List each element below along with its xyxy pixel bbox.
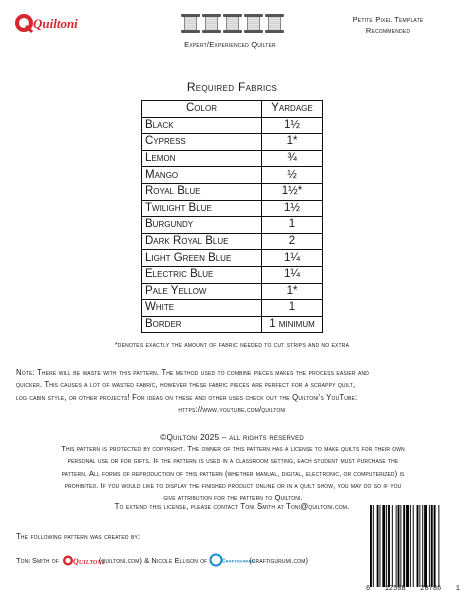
fabric-color: Burgundy [142, 217, 262, 234]
license-line: give attribution for the pattern to Quiltoni. [163, 493, 303, 503]
thread-spool-icon [181, 14, 200, 33]
fabric-yardage: 1* [262, 283, 323, 300]
fabric-table-header [142, 101, 323, 118]
fabric-yardage: 1½ [262, 200, 323, 217]
table-row [142, 200, 323, 217]
fabric-table [141, 100, 323, 333]
barcode-digits [366, 585, 460, 593]
fabric-color: Dark Royal Blue [142, 233, 262, 250]
license-line: pattern. All forms of reproduction of this pattern (whether manual, digital, electronic, or computerized) is [61, 468, 405, 478]
credit-author-2: (quiltoni.com) & Nicole Ellison of [98, 555, 208, 565]
license-contact: To extend this license, please contact Toni Smith at Toni@quiltoni.com. [114, 502, 350, 511]
craft-logo-text: Craftigurumi [222, 558, 256, 565]
table-row [142, 250, 323, 267]
fabric-color: Border [142, 316, 262, 333]
fabric-yardage: ½ [262, 167, 323, 184]
barcode-digit-group: 6 [366, 585, 371, 593]
fabric-color: Pale Yellow [142, 283, 262, 300]
fabric-yardage: 1¼ [262, 266, 323, 283]
note-line: Note: There will be waste with this pattern. The method used to combine pieces makes the process easier and [16, 368, 369, 377]
table-row [142, 283, 323, 300]
fabric-color: Black [142, 117, 262, 134]
note-line: log cabin style, or other projects! For ideas on these and other uses check out the Quiltoni’s YouTube: [16, 392, 358, 402]
skill-level-spools [181, 14, 284, 33]
template-line-2: Recommended [365, 26, 411, 35]
fabric-yardage: ¾ [262, 150, 323, 167]
table-row [142, 300, 323, 317]
fabric-color: White [142, 300, 262, 317]
fabric-color: Cypress [142, 134, 262, 151]
fabric-color: Lemon [142, 150, 262, 167]
thread-spool-icon [244, 14, 263, 33]
barcode-digit-group: 1 [455, 585, 460, 593]
thread-spool-icon [223, 14, 242, 33]
fabric-yardage: 1* [262, 134, 323, 151]
yardage-footnote: *denotes exactly the amount of fabric needed to cut strips and no extra [114, 342, 350, 349]
note-line: quicker. This causes a lot of wasted fabric, however these fabric pieces are perfect for a scrappy quilt, [16, 380, 356, 390]
fabric-yardage: 1½* [262, 183, 323, 200]
table-row [142, 167, 323, 184]
table-row [142, 266, 323, 283]
table-row [142, 134, 323, 151]
waste-note [16, 367, 448, 416]
skill-level-label: Expert/Experienced Quilter [184, 40, 276, 49]
required-fabrics-title: Required Fabrics [186, 80, 278, 94]
template-recommendation [328, 14, 448, 36]
credit-author-1: Toni Smith of [16, 555, 59, 565]
credit-site: (craftigurumi.com) [249, 555, 309, 565]
template-line-1: Petite Pixel Template [352, 15, 424, 24]
fabric-color: Mango [142, 167, 262, 184]
barcode-digit-group: 28786 [420, 585, 442, 593]
barcode [368, 505, 458, 587]
copyright-title: ©Quiltoni 2025 – all rights reserved [160, 432, 304, 442]
table-row [142, 150, 323, 167]
fabric-color: Electric Blue [142, 266, 262, 283]
license-line: prohibited. If you would like to display the finished product online or in a quilt show, you may do so if you [64, 480, 402, 490]
fabric-yardage: 1½ [262, 117, 323, 134]
mini-logo-text: Quiltoni [72, 556, 105, 566]
license-line: personal use or for gifts. If the pattern is used in a classroom setting, each student must purchase the [67, 456, 399, 466]
logo-text: Quiltoni [33, 16, 78, 31]
fabric-color: Twilight Blue [142, 200, 262, 217]
license-text [14, 443, 452, 504]
barcode-digit-group: 12508 [384, 585, 406, 593]
color-column-header: Color [142, 101, 262, 118]
fabric-yardage: 1¼ [262, 250, 323, 267]
fabric-yardage: 1 minimum [262, 316, 323, 333]
fabric-color: Royal Blue [142, 183, 262, 200]
quiltoni-logo [14, 10, 78, 36]
fabric-yardage: 1 [262, 300, 323, 317]
table-row [142, 183, 323, 200]
credits-heading: The following pattern was created by: [16, 532, 141, 541]
yardage-column-header: Yardage [262, 101, 323, 118]
thread-spool-icon [265, 14, 284, 33]
fabric-color: Light Green Blue [142, 250, 262, 267]
credits-line [16, 552, 308, 568]
thread-spool-icon [202, 14, 221, 33]
youtube-link[interactable]: https://www.youtube.com/quiltoni [178, 404, 286, 414]
table-row [142, 217, 323, 234]
fabric-yardage: 1 [262, 217, 323, 234]
craftigurumi-logo [210, 552, 256, 568]
table-row [142, 316, 323, 333]
table-row [142, 117, 323, 134]
fabric-yardage: 2 [262, 233, 323, 250]
license-line: This pattern is protected by copyright. The owner of this pattern has a license to make quilts for their own [61, 444, 405, 453]
quiltoni-mini-logo [62, 553, 105, 568]
table-row [142, 233, 323, 250]
